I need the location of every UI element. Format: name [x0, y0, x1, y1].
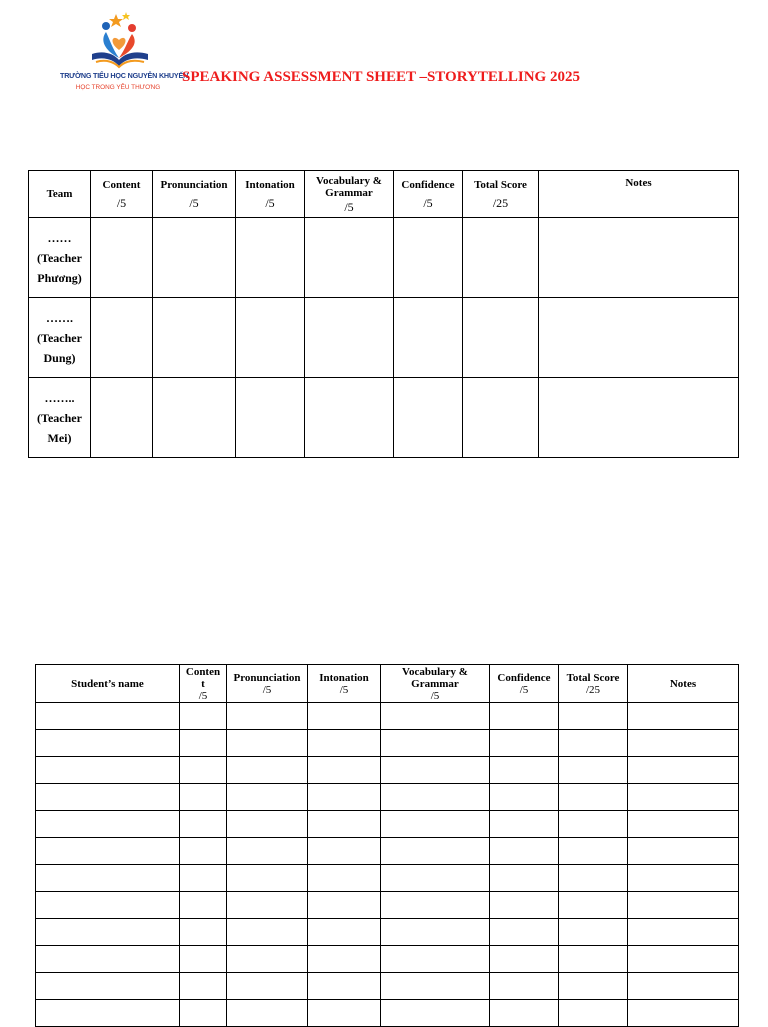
col-header-intonation: Intonation /5 [308, 665, 381, 703]
student-row [36, 703, 739, 730]
score-cell[interactable] [227, 838, 308, 865]
score-cell[interactable] [308, 784, 381, 811]
total-score-cell[interactable] [559, 730, 628, 757]
notes-cell[interactable] [628, 784, 739, 811]
score-cell[interactable] [490, 784, 559, 811]
student-name-cell[interactable] [36, 946, 180, 973]
notes-cell[interactable] [628, 892, 739, 919]
notes-cell[interactable] [628, 838, 739, 865]
score-cell[interactable] [490, 865, 559, 892]
score-cell[interactable] [490, 757, 559, 784]
total-score-cell[interactable] [559, 919, 628, 946]
notes-cell[interactable] [628, 865, 739, 892]
score-cell[interactable] [490, 946, 559, 973]
total-score-cell[interactable] [463, 298, 539, 378]
notes-cell[interactable] [539, 298, 739, 378]
score-cell[interactable] [227, 973, 308, 1000]
col-header-total-score: Total Score /25 [559, 665, 628, 703]
team-row [29, 298, 739, 378]
team-table-header [29, 171, 739, 218]
score-cell[interactable] [305, 218, 394, 298]
score-cell[interactable] [381, 892, 490, 919]
score-cell[interactable] [227, 919, 308, 946]
score-cell[interactable] [490, 811, 559, 838]
student-row [36, 811, 739, 838]
score-cell[interactable] [227, 946, 308, 973]
score-cell[interactable] [236, 298, 305, 378]
score-cell[interactable] [394, 218, 463, 298]
score-cell[interactable] [381, 1000, 490, 1027]
total-score-cell[interactable] [559, 811, 628, 838]
notes-cell[interactable] [628, 757, 739, 784]
col-header-student-name: Student’s name [36, 665, 180, 703]
score-cell[interactable] [308, 703, 381, 730]
score-cell[interactable] [91, 378, 153, 458]
col-header-confidence: Confidence /5 [394, 171, 463, 218]
score-cell[interactable] [381, 973, 490, 1000]
total-score-cell[interactable] [559, 838, 628, 865]
score-cell[interactable] [394, 298, 463, 378]
student-row [36, 757, 739, 784]
team-row [29, 378, 739, 458]
score-cell[interactable] [180, 946, 227, 973]
notes-cell[interactable] [628, 946, 739, 973]
score-cell[interactable] [227, 865, 308, 892]
notes-cell[interactable] [628, 703, 739, 730]
student-row [36, 946, 739, 973]
notes-cell[interactable] [628, 1000, 739, 1027]
score-cell[interactable] [305, 378, 394, 458]
score-cell[interactable] [308, 865, 381, 892]
col-header-team: Team [29, 171, 91, 218]
student-row [36, 838, 739, 865]
total-score-cell[interactable] [463, 378, 539, 458]
score-cell[interactable] [308, 811, 381, 838]
student-row [36, 919, 739, 946]
score-cell[interactable] [227, 811, 308, 838]
score-cell[interactable] [180, 703, 227, 730]
col-header-intonation: Intonation /5 [236, 171, 305, 218]
score-cell[interactable] [308, 757, 381, 784]
notes-cell[interactable] [628, 730, 739, 757]
student-name-cell[interactable] [36, 1000, 180, 1027]
student-name-cell[interactable] [36, 784, 180, 811]
school-logo [60, 10, 189, 94]
col-header-confidence: Confidence /5 [490, 665, 559, 703]
student-assessment-table [35, 664, 739, 1027]
total-score-cell[interactable] [559, 784, 628, 811]
col-header-notes: Notes [539, 171, 739, 218]
score-cell[interactable] [308, 973, 381, 1000]
score-cell[interactable] [381, 757, 490, 784]
student-row [36, 892, 739, 919]
student-name-cell[interactable] [36, 838, 180, 865]
score-cell[interactable] [381, 811, 490, 838]
total-score-cell[interactable] [559, 865, 628, 892]
score-cell[interactable] [308, 1000, 381, 1027]
total-score-cell[interactable] [559, 892, 628, 919]
score-cell[interactable] [227, 730, 308, 757]
total-score-cell[interactable] [559, 1000, 628, 1027]
team-name-cell: ……. (Teacher Dung) [29, 298, 91, 378]
score-cell[interactable] [180, 865, 227, 892]
notes-cell[interactable] [628, 811, 739, 838]
score-cell[interactable] [236, 218, 305, 298]
team-assessment-table [28, 170, 739, 458]
score-cell[interactable] [180, 811, 227, 838]
student-row [36, 865, 739, 892]
total-score-cell[interactable] [559, 757, 628, 784]
score-cell[interactable] [227, 784, 308, 811]
score-cell[interactable] [180, 892, 227, 919]
score-cell[interactable] [236, 378, 305, 458]
score-cell[interactable] [227, 892, 308, 919]
score-cell[interactable] [227, 703, 308, 730]
school-motto: HỌC TRONG YÊU THƯƠNG [75, 84, 161, 91]
score-cell[interactable] [308, 946, 381, 973]
score-cell[interactable] [180, 784, 227, 811]
score-cell[interactable] [153, 218, 236, 298]
score-cell[interactable] [381, 919, 490, 946]
student-name-cell[interactable] [36, 865, 180, 892]
score-cell[interactable] [153, 378, 236, 458]
score-cell[interactable] [308, 838, 381, 865]
col-header-content: Conten t /5 [180, 665, 227, 703]
score-cell[interactable] [308, 892, 381, 919]
score-cell[interactable] [308, 919, 381, 946]
score-cell[interactable] [394, 378, 463, 458]
student-name-cell[interactable] [36, 811, 180, 838]
school-name: TRƯỜNG TIỂU HỌC NGUYỄN KHUYẾN [60, 71, 189, 80]
student-name-cell[interactable] [36, 703, 180, 730]
col-header-total-score: Total Score /25 [463, 171, 539, 218]
notes-cell[interactable] [628, 919, 739, 946]
score-cell[interactable] [180, 730, 227, 757]
student-name-cell[interactable] [36, 892, 180, 919]
score-cell[interactable] [490, 973, 559, 1000]
score-cell[interactable] [308, 730, 381, 757]
student-name-cell[interactable] [36, 757, 180, 784]
score-cell[interactable] [490, 730, 559, 757]
total-score-cell[interactable] [559, 946, 628, 973]
col-header-vocabulary-grammar: Vocabulary & Grammar /5 [305, 171, 394, 218]
student-name-cell[interactable] [36, 973, 180, 1000]
score-cell[interactable] [381, 703, 490, 730]
score-cell[interactable] [381, 784, 490, 811]
student-table-header [36, 665, 739, 703]
score-cell[interactable] [180, 757, 227, 784]
score-cell[interactable] [180, 973, 227, 1000]
score-cell[interactable] [490, 892, 559, 919]
score-cell[interactable] [153, 298, 236, 378]
score-cell[interactable] [91, 218, 153, 298]
score-cell[interactable] [381, 946, 490, 973]
score-cell[interactable] [180, 919, 227, 946]
score-cell[interactable] [490, 838, 559, 865]
score-cell[interactable] [305, 298, 394, 378]
total-score-cell[interactable] [559, 973, 628, 1000]
col-header-vocabulary-grammar: Vocabulary & Grammar /5 [381, 665, 490, 703]
student-name-cell[interactable] [36, 919, 180, 946]
student-row [36, 784, 739, 811]
team-name-cell: …… (Teacher Phương) [29, 218, 91, 298]
col-header-pronunciation: Pronunciation /5 [227, 665, 308, 703]
col-header-content: Content /5 [91, 171, 153, 218]
score-cell[interactable] [227, 1000, 308, 1027]
score-cell[interactable] [227, 757, 308, 784]
total-score-cell[interactable] [463, 218, 539, 298]
score-cell[interactable] [381, 838, 490, 865]
score-cell[interactable] [381, 865, 490, 892]
page-title: SPEAKING ASSESSMENT SHEET –STORYTELLING 2025 [182, 69, 580, 85]
student-row [36, 973, 739, 1000]
notes-cell[interactable] [539, 378, 739, 458]
score-cell[interactable] [91, 298, 153, 378]
col-header-pronunciation: Pronunciation /5 [153, 171, 236, 218]
score-cell[interactable] [490, 919, 559, 946]
notes-cell[interactable] [539, 218, 739, 298]
score-cell[interactable] [180, 1000, 227, 1027]
score-cell[interactable] [381, 730, 490, 757]
score-cell[interactable] [180, 838, 227, 865]
student-row [36, 1000, 739, 1027]
team-row [29, 218, 739, 298]
col-header-notes: Notes [628, 665, 739, 703]
notes-cell[interactable] [628, 973, 739, 1000]
team-name-cell: …….. (Teacher Mei) [29, 378, 91, 458]
school-emblem-icon [86, 10, 156, 70]
score-cell[interactable] [490, 1000, 559, 1027]
total-score-cell[interactable] [559, 703, 628, 730]
student-row [36, 730, 739, 757]
student-name-cell[interactable] [36, 730, 180, 757]
score-cell[interactable] [490, 703, 559, 730]
